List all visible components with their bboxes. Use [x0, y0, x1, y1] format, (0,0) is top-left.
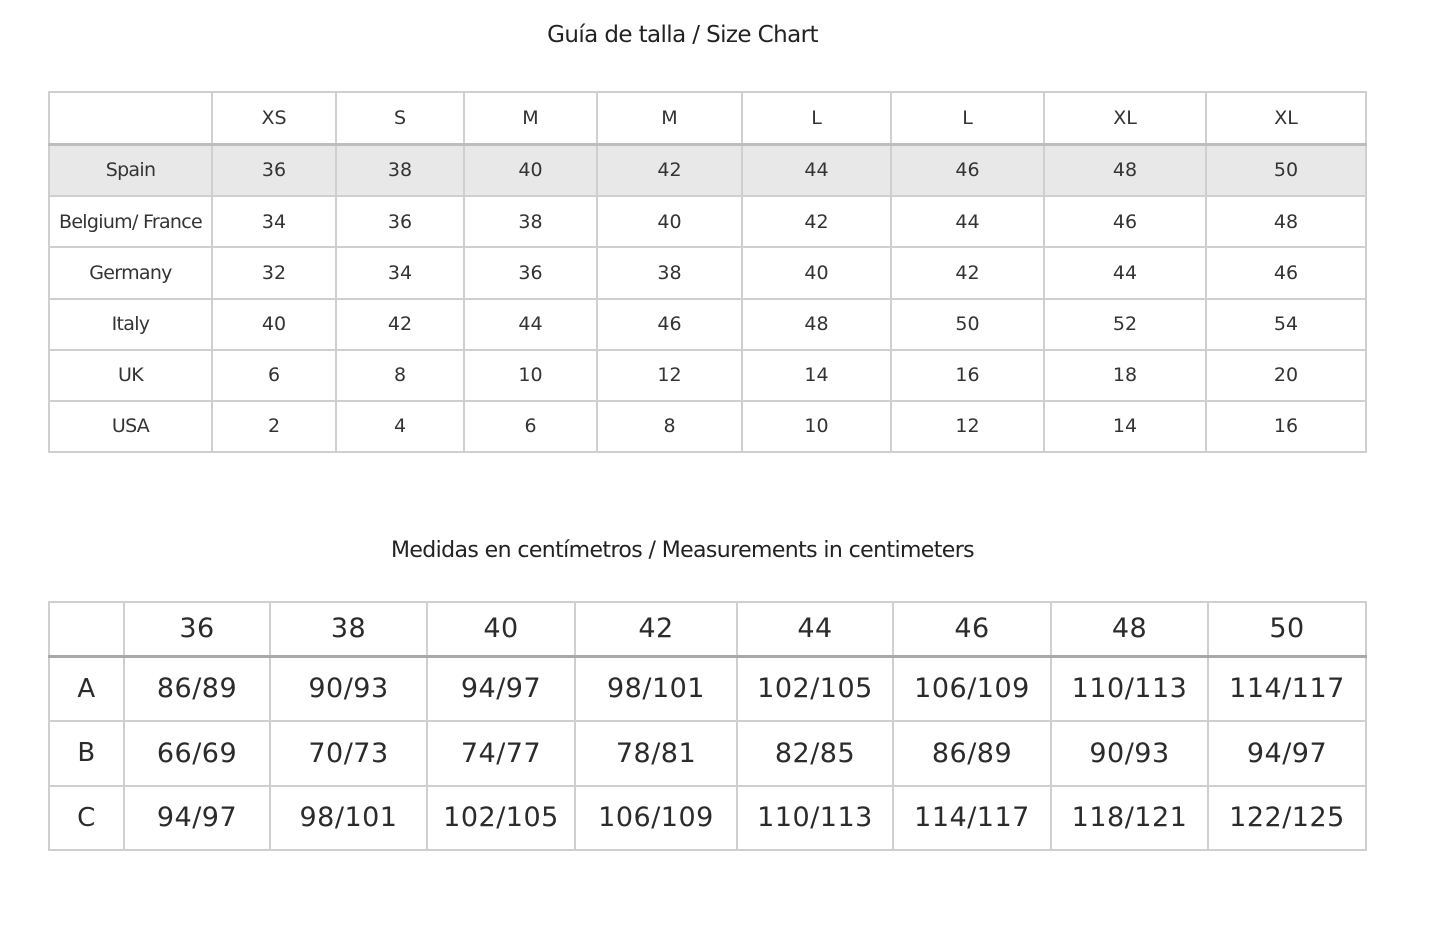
size-cell: 10: [464, 350, 597, 401]
size-header-cell: S: [336, 92, 464, 144]
size-row-germany: [49, 247, 1366, 298]
size-cell: 46: [1044, 196, 1206, 247]
country-label: Germany: [49, 247, 212, 298]
measurement-cell: 90/93: [270, 656, 427, 721]
size-cell: 44: [742, 144, 891, 196]
size-row-italy: [49, 299, 1366, 350]
measurements-header-cell: 38: [270, 602, 427, 656]
measurement-label: B: [49, 721, 124, 785]
measurements-header-cell: 48: [1051, 602, 1208, 656]
country-label: Spain: [49, 144, 212, 196]
measurements-title: Medidas en centímetros / Measurements in centimeters: [390, 538, 975, 563]
size-cell: 40: [464, 144, 597, 196]
measurement-cell: 74/77: [427, 721, 575, 785]
size-cell: 12: [597, 350, 742, 401]
measurement-cell: 122/125: [1208, 786, 1366, 850]
size-cell: 18: [1044, 350, 1206, 401]
size-cell: 50: [891, 299, 1044, 350]
measurement-cell: 102/105: [737, 656, 893, 721]
size-cell: 44: [891, 196, 1044, 247]
measurement-cell: 106/109: [893, 656, 1051, 721]
size-cell: 40: [212, 299, 336, 350]
size-cell: 46: [891, 144, 1044, 196]
size-row-usa: [49, 401, 1366, 452]
size-cell: 16: [1206, 401, 1366, 452]
size-cell: 8: [336, 350, 464, 401]
size-row-spain: [49, 144, 1366, 196]
measurement-cell: 70/73: [270, 721, 427, 785]
measurement-cell: 110/113: [737, 786, 893, 850]
size-cell: 50: [1206, 144, 1366, 196]
size-cell: 52: [1044, 299, 1206, 350]
size-cell: 14: [742, 350, 891, 401]
size-row-belgium-france: [49, 196, 1366, 247]
size-cell: 10: [742, 401, 891, 452]
size-cell: 40: [742, 247, 891, 298]
country-label: Belgium/ France: [49, 196, 212, 247]
size-cell: 38: [597, 247, 742, 298]
measurements-row-b: [49, 721, 1366, 785]
size-cell: 34: [212, 196, 336, 247]
country-label: USA: [49, 401, 212, 452]
size-cell: 6: [212, 350, 336, 401]
size-cell: 42: [336, 299, 464, 350]
size-cell: 44: [464, 299, 597, 350]
size-chart-title: Guía de talla / Size Chart: [547, 22, 818, 48]
size-cell: 12: [891, 401, 1044, 452]
size-cell: 48: [1206, 196, 1366, 247]
size-cell: 38: [464, 196, 597, 247]
measurement-cell: 78/81: [575, 721, 737, 785]
measurements-corner-cell: [49, 602, 124, 656]
size-cell: 36: [464, 247, 597, 298]
measurement-cell: 86/89: [893, 721, 1051, 785]
size-cell: 46: [1206, 247, 1366, 298]
measurements-header-cell: 50: [1208, 602, 1366, 656]
size-cell: 8: [597, 401, 742, 452]
measurement-cell: 94/97: [1208, 721, 1366, 785]
measurement-cell: 94/97: [427, 656, 575, 721]
measurements-header-cell: 42: [575, 602, 737, 656]
measurement-cell: 118/121: [1051, 786, 1208, 850]
size-cell: 48: [742, 299, 891, 350]
size-header-cell: XL: [1206, 92, 1366, 144]
size-cell: 54: [1206, 299, 1366, 350]
measurement-cell: 66/69: [124, 721, 270, 785]
size-corner-cell: [49, 92, 212, 144]
size-cell: 2: [212, 401, 336, 452]
measurement-cell: 114/117: [1208, 656, 1366, 721]
size-cell: 34: [336, 247, 464, 298]
measurement-cell: 90/93: [1051, 721, 1208, 785]
size-cell: 32: [212, 247, 336, 298]
size-cell: 44: [1044, 247, 1206, 298]
size-header-row: [49, 92, 1366, 144]
size-cell: 36: [212, 144, 336, 196]
size-cell: 14: [1044, 401, 1206, 452]
size-row-uk: [49, 350, 1366, 401]
measurement-cell: 86/89: [124, 656, 270, 721]
measurements-table: [48, 601, 1367, 851]
size-header-cell: M: [597, 92, 742, 144]
country-label: Italy: [49, 299, 212, 350]
measurements-header-cell: 40: [427, 602, 575, 656]
size-cell: 36: [336, 196, 464, 247]
measurements-header-cell: 36: [124, 602, 270, 656]
measurement-cell: 110/113: [1051, 656, 1208, 721]
size-cell: 20: [1206, 350, 1366, 401]
measurements-row-c: [49, 786, 1366, 850]
measurement-cell: 94/97: [124, 786, 270, 850]
size-cell: 46: [597, 299, 742, 350]
size-header-cell: M: [464, 92, 597, 144]
country-label: UK: [49, 350, 212, 401]
size-cell: 42: [891, 247, 1044, 298]
measurement-cell: 106/109: [575, 786, 737, 850]
size-cell: 6: [464, 401, 597, 452]
measurement-label: C: [49, 786, 124, 850]
measurement-cell: 98/101: [270, 786, 427, 850]
size-header-cell: XS: [212, 92, 336, 144]
size-cell: 42: [597, 144, 742, 196]
size-header-cell: L: [891, 92, 1044, 144]
measurement-cell: 98/101: [575, 656, 737, 721]
size-cell: 40: [597, 196, 742, 247]
measurements-header-cell: 44: [737, 602, 893, 656]
size-cell: 16: [891, 350, 1044, 401]
measurement-cell: 114/117: [893, 786, 1051, 850]
measurement-cell: 82/85: [737, 721, 893, 785]
size-header-cell: XL: [1044, 92, 1206, 144]
size-cell: 38: [336, 144, 464, 196]
size-cell: 48: [1044, 144, 1206, 196]
measurements-row-a: [49, 656, 1366, 721]
measurement-label: A: [49, 656, 124, 721]
size-cell: 4: [336, 401, 464, 452]
measurement-cell: 102/105: [427, 786, 575, 850]
measurements-header-cell: 46: [893, 602, 1051, 656]
size-chart-table: [48, 91, 1367, 453]
size-cell: 42: [742, 196, 891, 247]
measurements-header-row: [49, 602, 1366, 656]
size-header-cell: L: [742, 92, 891, 144]
